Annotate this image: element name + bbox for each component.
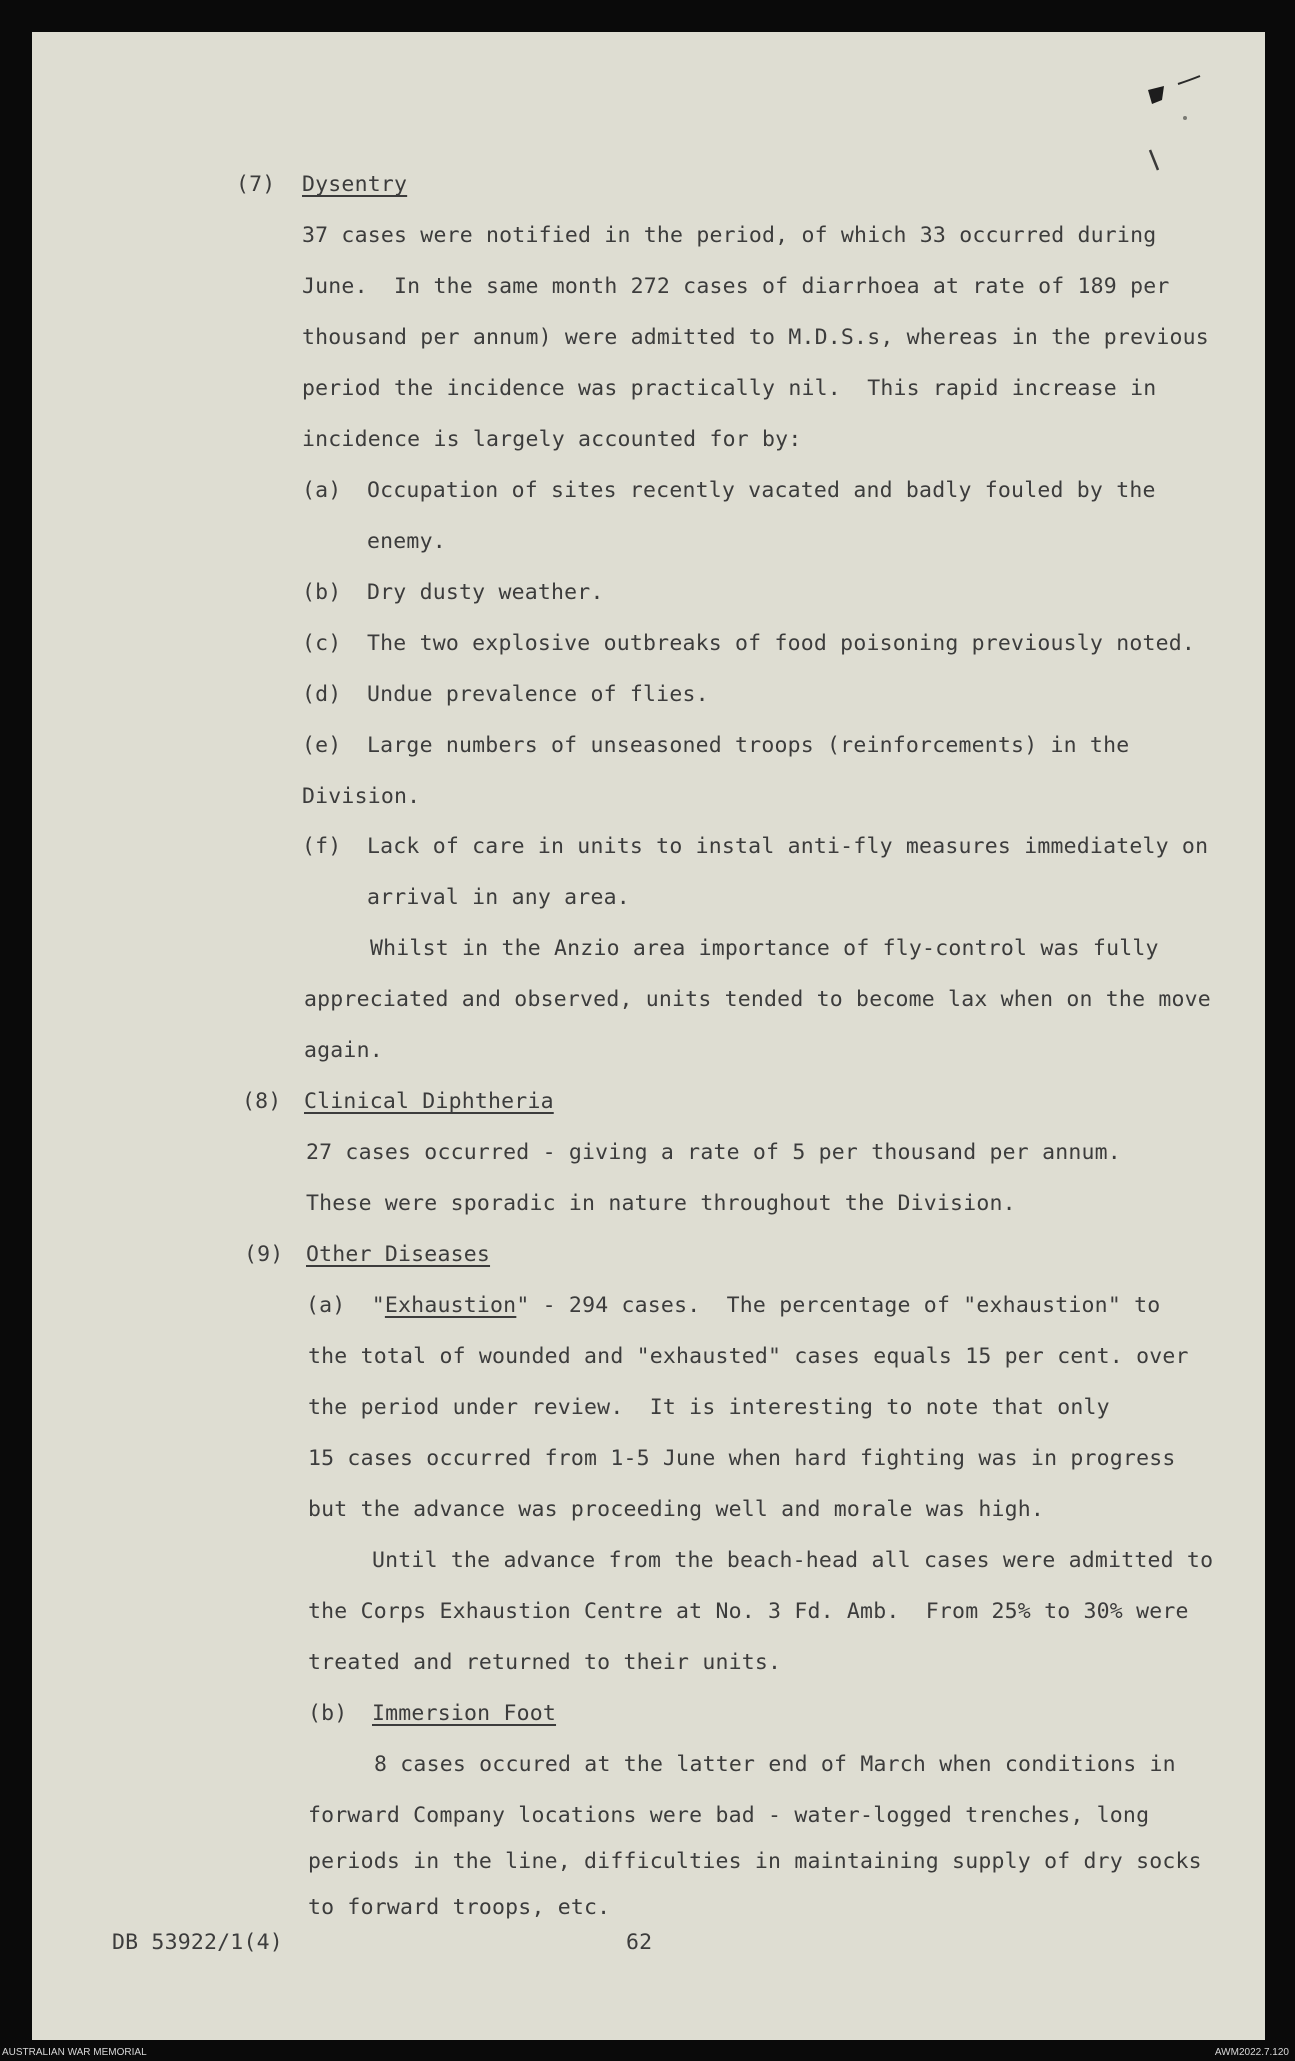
list-item-label: (a) <box>302 478 342 503</box>
section-9-text-line: 15 cases occurred from 1-5 June when hard fighting was in progress <box>308 1446 1176 1471</box>
quote-mark: " <box>371 1293 385 1318</box>
list-item-label: (f) <box>302 834 342 859</box>
list-item-label: (b) <box>302 580 342 605</box>
section-9-number: (9) <box>244 1242 284 1267</box>
section-7-text-line: again. <box>304 1038 383 1063</box>
document-reference: DB 53922/1(4) <box>112 1930 283 1955</box>
archive-id: AWM2022.7.120 <box>1214 2047 1289 2058</box>
section-9-text-line: but the advance was proceeding well and morale was high. <box>308 1497 1045 1522</box>
section-7-text-line: Whilst in the Anzio area importance of fly-control was fully <box>370 936 1159 961</box>
paper-blemish <box>1130 70 1230 180</box>
list-item-text: Large numbers of unseasoned troops (reinforcements) in the <box>367 733 1130 758</box>
list-item-text: The two explosive outbreaks of food poisoning previously noted. <box>367 631 1196 656</box>
section-7-text-line: period the incidence was practically nil. This rapid increase in <box>302 376 1157 401</box>
section-8-number: (8) <box>242 1089 282 1114</box>
section-9-text-line: treated and returned to their units. <box>308 1650 782 1675</box>
section-8-text-line: These were sporadic in nature throughout the Division. <box>306 1191 1016 1216</box>
section-7-text-line: 37 cases were notified in the period, of which 33 occurred during <box>302 223 1157 248</box>
subsection-title: Immersion Foot <box>372 1701 557 1726</box>
list-item-text: Lack of care in units to instal anti-fly measures immediately on <box>367 834 1209 859</box>
section-9-text-line: to forward troops, etc. <box>308 1895 611 1920</box>
section-7-text-line: appreciated and observed, units tended to become lax when on the move <box>304 987 1211 1012</box>
section-9-text-line <box>306 1295 1160 1317</box>
section-7-text-line: June. In the same month 272 cases of diarrhoea at rate of 189 per <box>302 274 1170 299</box>
section-9-text-line: 8 cases occured at the latter end of March when conditions in <box>374 1752 1176 1777</box>
list-item-text: Dry dusty weather. <box>367 580 604 605</box>
section-8-title: Clinical Diphtheria <box>304 1089 554 1114</box>
section-9-text-line: the Corps Exhaustion Centre at No. 3 Fd. Amb. From 25% to 30% were <box>308 1599 1189 1624</box>
exhaustion-term: Exhaustion <box>384 1293 517 1318</box>
section-9-text-line: periods in the line, difficulties in maintaining supply of dry socks <box>308 1849 1202 1874</box>
section-9-text-line: the period under review. It is interesting to note that only <box>308 1395 1110 1420</box>
list-item-text: arrival in any area. <box>367 885 630 910</box>
list-item-text: enemy. <box>367 529 446 554</box>
page-number: 62 <box>626 1930 653 1955</box>
section-7-text-line: thousand per annum) were admitted to M.D.S.s, whereas in the previous <box>302 325 1209 350</box>
list-item-text: Occupation of sites recently vacated and badly fouled by the <box>367 478 1156 503</box>
list-item-label: (a) <box>306 1293 346 1318</box>
list-item-label: (e) <box>302 733 342 758</box>
section-9-text-line: the total of wounded and "exhausted" cases equals 15 per cent. over <box>308 1344 1189 1369</box>
list-item-label: (c) <box>302 631 342 656</box>
section-9-title: Other Diseases <box>306 1242 491 1267</box>
section-7-title: Dysentry <box>302 172 408 197</box>
archive-credit: AUSTRALIAN WAR MEMORIAL <box>2 2047 147 2058</box>
section-7-number: (7) <box>236 172 276 197</box>
section-8-text-line: 27 cases occurred - giving a rate of 5 per thousand per annum. <box>306 1140 1121 1165</box>
list-item-label: (d) <box>302 682 342 707</box>
list-item-text: Undue prevalence of flies. <box>367 682 709 707</box>
section-9-text-line: forward Company locations were bad - water-logged trenches, long <box>308 1803 1150 1828</box>
section-7-text-line: incidence is largely accounted for by: <box>302 427 802 452</box>
section-9-text: " - 294 cases. The percentage of "exhaustion" to <box>516 1293 1161 1318</box>
list-item-label: (b) <box>308 1701 348 1726</box>
section-9-text-line: Until the advance from the beach-head all cases were admitted to <box>372 1548 1214 1573</box>
list-item-text: Division. <box>302 784 421 809</box>
